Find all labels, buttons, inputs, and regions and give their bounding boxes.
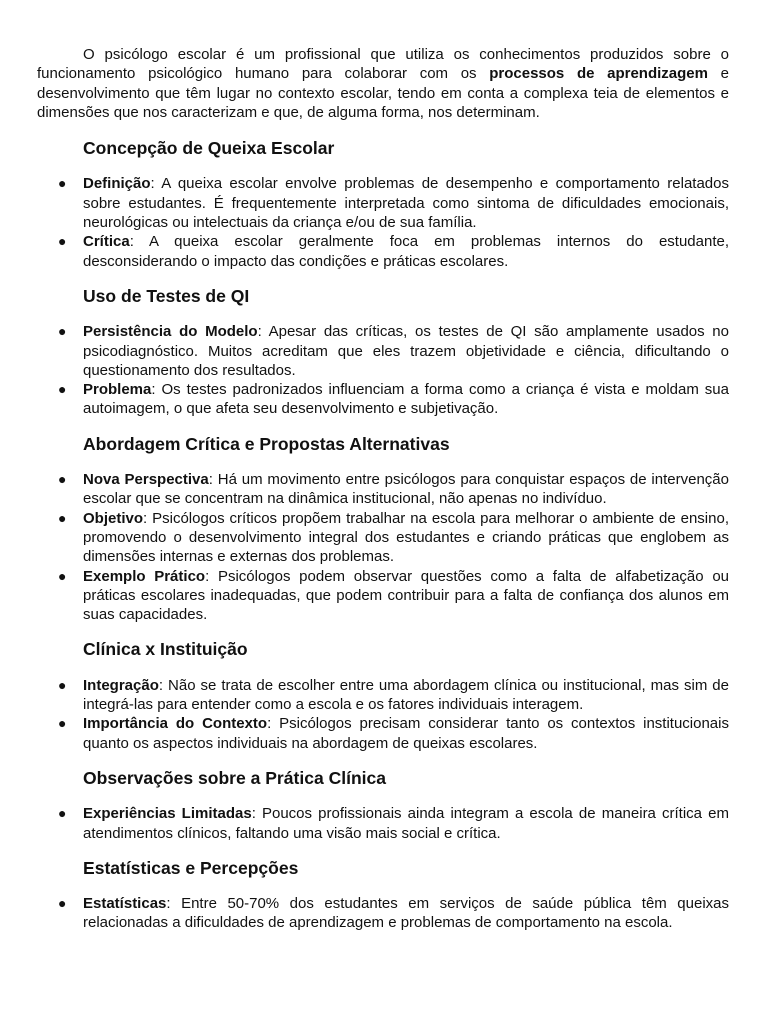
- bullet-icon: ●: [58, 805, 67, 822]
- list-item: [37, 174, 729, 232]
- section-title: Observações sobre a Prática Clínica: [83, 767, 387, 788]
- list-item: [37, 567, 729, 625]
- item-term: Problema: [83, 381, 152, 399]
- item-text: : Apesar das críticas, os testes de QI são amplamente usados no psicodiagnóstico. Muitos acreditam que eles trazem objetividade e ciência, dificultando o questionamento dos resultados.: [83, 323, 729, 379]
- list-item: [37, 676, 729, 715]
- item-term: Estatísticas: [83, 895, 167, 913]
- item-text: : Há um movimento entre psicólogos para conquistar espaços de intervenção escolar que se concentram na dinâmica institucional, não apenas no indivíduo.: [83, 471, 729, 508]
- intro-paragraph: [37, 45, 729, 122]
- list-item: [37, 804, 729, 843]
- bullet-icon: ●: [58, 233, 67, 250]
- item-term: Definição: [83, 175, 151, 193]
- list-item: [37, 380, 729, 419]
- bullet-icon: ●: [58, 381, 67, 398]
- item-term: Persistência do Modelo: [83, 323, 258, 341]
- bullet-icon: ●: [58, 676, 67, 693]
- list-item: [37, 232, 729, 271]
- list-item: [37, 714, 729, 753]
- item-text: : Psicólogos precisam considerar tanto os contextos institucionais quanto os aspectos individuais na abordagem de queixas escolares.: [83, 715, 729, 752]
- item-text: : Psicólogos podem observar questões como a falta de alfabetização ou práticas escolares inadequadas, que podem contribuir para a falta de confiança dos alunos em suas capacidades.: [83, 567, 729, 624]
- item-term: Crítica: [83, 233, 130, 251]
- bullet-list: [37, 894, 729, 933]
- item-term: Exemplo Prático: [83, 567, 206, 585]
- item-term: Experiências Limitadas: [83, 805, 252, 823]
- section-title: Uso de Testes de QI: [83, 285, 250, 306]
- bullet-icon: ●: [58, 895, 67, 912]
- item-text: : Psicólogos críticos propõem trabalhar na escola para melhorar o ambiente de ensino, promovendo o desenvolvimento integral dos estudantes e criando práticas que englobem as dimensões internas e externas dos problemas.: [83, 509, 729, 566]
- item-text: : A queixa escolar geralmente foca em problemas internos do estudante, desconsiderando o impacto das condições e práticas escolares.: [83, 233, 729, 270]
- list-item: [37, 470, 729, 509]
- bullet-list: [37, 676, 729, 753]
- bullet-icon: ●: [58, 323, 67, 340]
- bullet-icon: ●: [58, 509, 67, 526]
- bullet-list: [37, 322, 729, 418]
- section-title: Concepção de Queixa Escolar: [83, 138, 335, 159]
- item-text: : Não se trata de escolher entre uma abordagem clínica ou institucional, mas sim de integrá-las para entender como a escola e os fatores individuais interagem.: [83, 676, 729, 714]
- bullet-icon: ●: [58, 175, 67, 192]
- list-item: [37, 894, 729, 933]
- item-term: Objetivo: [83, 509, 144, 527]
- list-item: [37, 509, 729, 567]
- item-text: : A queixa escolar envolve problemas de desempenho e comportamento relatados sobre estudantes. É frequentemente interpretada como sintoma de dificuldades emocionais, neurológicas ou intelectuais da criança e/ou de sua família.: [83, 175, 729, 232]
- section-title: Clínica x Instituição: [83, 639, 248, 660]
- bullet-icon: ●: [58, 715, 67, 732]
- intro-highlight: processos de aprendizagem: [489, 65, 708, 83]
- item-term: Nova Perspectiva: [83, 471, 209, 489]
- bullet-list: [37, 470, 729, 624]
- bullet-icon: ●: [58, 567, 67, 584]
- section-title: Abordagem Crítica e Propostas Alternativas: [83, 433, 450, 454]
- item-text: : Os testes padronizados influenciam a forma como a criança é vista e moldam sua autoimagem, o que afeta seu desenvolvimento e subjetivação.: [83, 381, 729, 418]
- intro-text-end: e desenvolvimento que têm lugar no contexto escolar, tendo em conta a complexa teia de elementos e dimensões que nos caracterizam e que, de alguma forma, nos determinam.: [37, 65, 729, 121]
- item-term: Integração: [83, 676, 159, 694]
- list-item: [37, 322, 729, 380]
- document-page: [37, 45, 729, 933]
- section-title: Estatísticas e Percepções: [83, 857, 299, 878]
- item-text: : Entre 50-70% dos estudantes em serviços de saúde pública têm queixas relacionadas a dificuldades de aprendizagem e problemas de comportamento na escola.: [83, 895, 729, 932]
- intro-text-start: O psicólogo escolar é um profissional que utiliza os conhecimentos produzidos sobre o funcionamento psicológico humano para colaborar com os: [37, 46, 729, 83]
- bullet-list: [37, 804, 729, 843]
- item-term: Importância do Contexto: [83, 715, 268, 733]
- item-text: : Poucos profissionais ainda integram a escola de maneira crítica em atendimentos clínicos, faltando uma visão mais social e crítica.: [83, 805, 729, 842]
- bullet-list: [37, 174, 729, 270]
- bullet-icon: ●: [58, 471, 67, 488]
